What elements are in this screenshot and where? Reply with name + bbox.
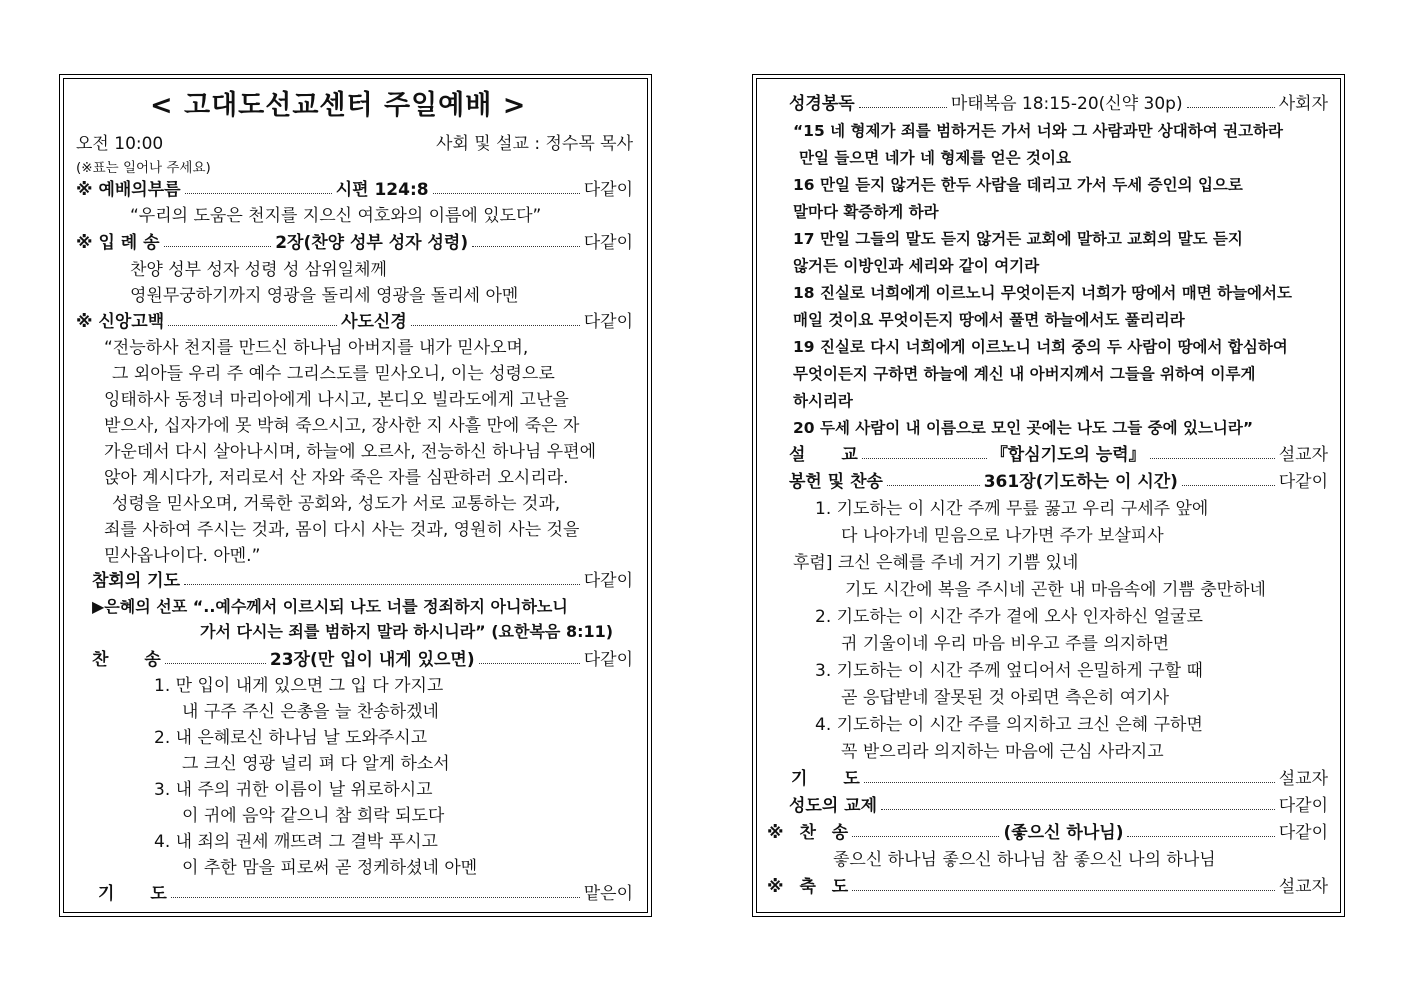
order-fellowship [789,795,1328,817]
item-responsible: 설교자 [1278,445,1329,465]
scripture-line: 않거든 이방인과 세리와 같이 여기라 [793,257,1040,275]
hymn-line: 1. 만 입이 내게 있으면 그 입 다 가지고 [154,676,444,696]
item-reference: 시편 124:8 [335,180,429,200]
hymn-line: 3. 내 주의 귀한 이름이 날 위로하시고 [154,780,433,800]
item-label: 설 교 [789,445,858,465]
creed-line: 죄를 사하여 주시는 것과, 몸이 다시 사는 것과, 영원히 사는 것을 [104,520,580,540]
grace-declaration-line: ▶은혜의 선포 “..예수께서 이르시되 나도 너를 정죄하지 아니하노니 [92,597,568,616]
order-prayer [98,883,633,905]
scripture-line: 20 두세 사람이 내 이름으로 모인 곳에는 나도 그들 중에 있느니라” [793,419,1254,437]
item-label: ※ 축 도 [767,877,849,897]
hymn-line: 영원무궁하기까지 영광을 돌리세 영광을 돌리세 아멘 [130,286,519,306]
scripture-line: 매일 것이요 무엇이든지 땅에서 풀면 하늘에서도 풀리리라 [793,311,1185,329]
order-prayer [791,768,1328,790]
creed-line: 앉아 계시다가, 저리로서 산 자와 죽은 자를 심판하러 오시리라. [104,468,569,488]
item-reference: 361장(기도하는 이 시간) [983,472,1178,492]
order-sermon [789,444,1328,466]
creed-line: 믿사옵나이다. 아멘.” [104,546,261,566]
item-label: 봉헌 및 찬송 [789,472,883,492]
order-scripture-reading [789,93,1328,115]
item-responsible: 설교자 [1278,769,1328,789]
order-creed [76,311,633,333]
item-label: 기 도 [791,769,860,789]
order-closing-hymn [767,822,1328,844]
order-opening-hymn [76,232,633,254]
scripture-line: “15 네 형제가 죄를 범하거든 가서 너와 그 사람과만 상대하여 권고하라 [793,122,1283,140]
hymn-line: 2. 내 은혜로신 하나님 날 도와주시고 [154,728,428,748]
item-label: 성도의 교제 [789,796,878,816]
hymn-line: 곧 응답받네 잘못된 것 아뢰면 측은히 여기사 [841,688,1170,708]
hymn-line: 이 추한 맘을 피로써 곧 정케하셨네 아멘 [182,858,478,878]
item-label: ※ 입 례 송 [76,233,160,253]
item-reference: (좋으신 하나님) [1003,823,1124,843]
item-label: 참회의 기도 [92,571,181,591]
service-time: 오전 10:00 [76,134,164,154]
item-reference: 마태복음 18:15-20(신약 30p) [950,94,1183,114]
order-benediction [767,876,1328,898]
order-repentance-prayer [92,570,633,592]
item-responsible: 다같이 [1278,823,1328,843]
hymn-line: 좋으신 하나님 좋으신 하나님 참 좋으신 나의 하나님 [833,850,1216,870]
item-responsible: 다같이 [583,233,634,253]
hymn-line: 1. 기도하는 이 시간 주께 무릎 꿇고 우리 구세주 앞에 [815,499,1209,519]
item-responsible: 사회자 [1278,94,1328,114]
item-responsible: 다같이 [583,650,634,670]
scripture-line: 만일 들으면 네가 네 형제를 얻은 것이요 [799,149,1071,167]
hymn-line: 찬양 성부 성자 성령 성 삼위일체께 [130,260,387,280]
creed-line: 가운데서 다시 살아나시며, 하늘에 오르사, 전능하신 하나님 우편에 [104,442,597,462]
hymn-line: 3. 기도하는 이 시간 주께 엎디어서 은밀하게 구할 때 [815,661,1203,681]
item-reference: 사도신경 [341,312,407,332]
creed-line: 받으사, 십자가에 못 박혀 죽으시고, 장사한 지 사흘 만에 죽은 자 [104,416,580,436]
item-label: ※ 예배의부름 [76,180,181,200]
scripture-line: 무엇이든지 구하면 하늘에 계신 내 아버지께서 그들을 위하여 이루게 [793,365,1256,383]
creed-line: “전능하사 천지를 만드신 하나님 아버지를 내가 믿사오며, [104,338,529,358]
order-hymn [92,649,633,671]
hymn-line: 2. 기도하는 이 시간 주가 곁에 오사 인자하신 얼굴로 [815,607,1203,627]
item-responsible: 맡은이 [583,884,633,904]
hymn-line: 내 구주 주신 은총을 늘 찬송하겠네 [182,702,439,722]
hymn-refrain-line: 후렴] 크신 은혜를 주네 거기 기쁨 있네 [793,553,1079,573]
item-reference: 23장(만 입이 내게 있으면) [269,650,475,670]
left-bulletin-panel [59,74,652,917]
creed-line: 잉태하사 동정녀 마리아에게 나시고, 본디오 빌라도에게 고난을 [104,390,569,410]
scripture-line: 18 진실로 너희에게 이르노니 무엇이든지 너희가 땅에서 매면 하늘에서도 [793,284,1292,302]
item-responsible: 다같이 [583,571,633,591]
scripture-line: 하시리라 [793,392,853,410]
scripture-line: 19 진실로 다시 너희에게 이르노니 너희 중의 두 사람이 땅에서 합심하여 [793,338,1288,356]
item-label: 성경봉독 [789,94,855,114]
scripture-line: 말마다 확증하게 하라 [793,203,939,221]
sermon-title: 『합심기도의 능력』 [990,445,1146,465]
hymn-line: 4. 내 죄의 권세 깨뜨려 그 결박 푸시고 [154,832,438,852]
creed-line: 성령을 믿사오며, 거룩한 공회와, 성도가 서로 교통하는 것과, [112,494,561,514]
hymn-line: 다 나아가네 믿음으로 나가면 주가 보살피사 [841,526,1164,546]
hymn-line: 이 귀에 음악 같으니 참 희락 되도다 [182,806,445,826]
scripture-line: 16 만일 듣지 않거든 한두 사람을 데리고 가서 두세 증인의 입으로 [793,176,1243,194]
creed-line: 그 외아들 우리 주 예수 그리스도를 믿사오니, 이는 성령으로 [112,364,555,384]
right-bulletin-panel [752,74,1345,917]
order-call-to-worship [76,179,633,201]
item-label: ※ 찬 송 [767,823,849,843]
item-responsible: 다같이 [1278,796,1328,816]
grace-declaration-line: 가서 다시는 죄를 범하지 말라 하시니라” (요한복음 8:11) [200,622,614,641]
item-responsible: 다같이 [583,180,634,200]
call-text: “우리의 도움은 천지를 지으신 여호와의 이름에 있도다” [130,206,542,226]
item-label: ※ 신앙고백 [76,312,165,332]
item-label: 찬 송 [92,650,161,670]
item-responsible: 다같이 [1278,472,1329,492]
hymn-line: 그 크신 영광 널리 펴 다 알게 하소서 [182,754,450,774]
standing-note: (※표는 일어나 주세요) [76,160,211,176]
hymn-line: 4. 기도하는 이 시간 주를 의지하고 크신 은혜 구하면 [815,715,1203,735]
item-reference: 2장(찬양 성부 성자 성령) [275,233,469,253]
hymn-line: 기도 시간에 복을 주시네 곤한 내 마음속에 기쁨 충만하네 [845,580,1266,600]
item-responsible: 설교자 [1278,877,1328,897]
scripture-line: 17 만일 그들의 말도 듣지 않거든 교회에 말하고 교회의 말도 듣지 [793,230,1243,248]
order-offering-hymn [789,471,1328,493]
page-title: < 고대도선교센터 주일예배 > [150,90,527,121]
hymn-line: 귀 기울이네 우리 마음 비우고 주를 의지하면 [841,634,1170,654]
item-responsible: 다같이 [583,312,633,332]
service-leader: 사회 및 설교 : 정수목 목사 [436,134,633,154]
hymn-line: 꼭 받으리라 의지하는 마음에 근심 사라지고 [841,742,1164,762]
item-label: 기 도 [98,884,167,904]
